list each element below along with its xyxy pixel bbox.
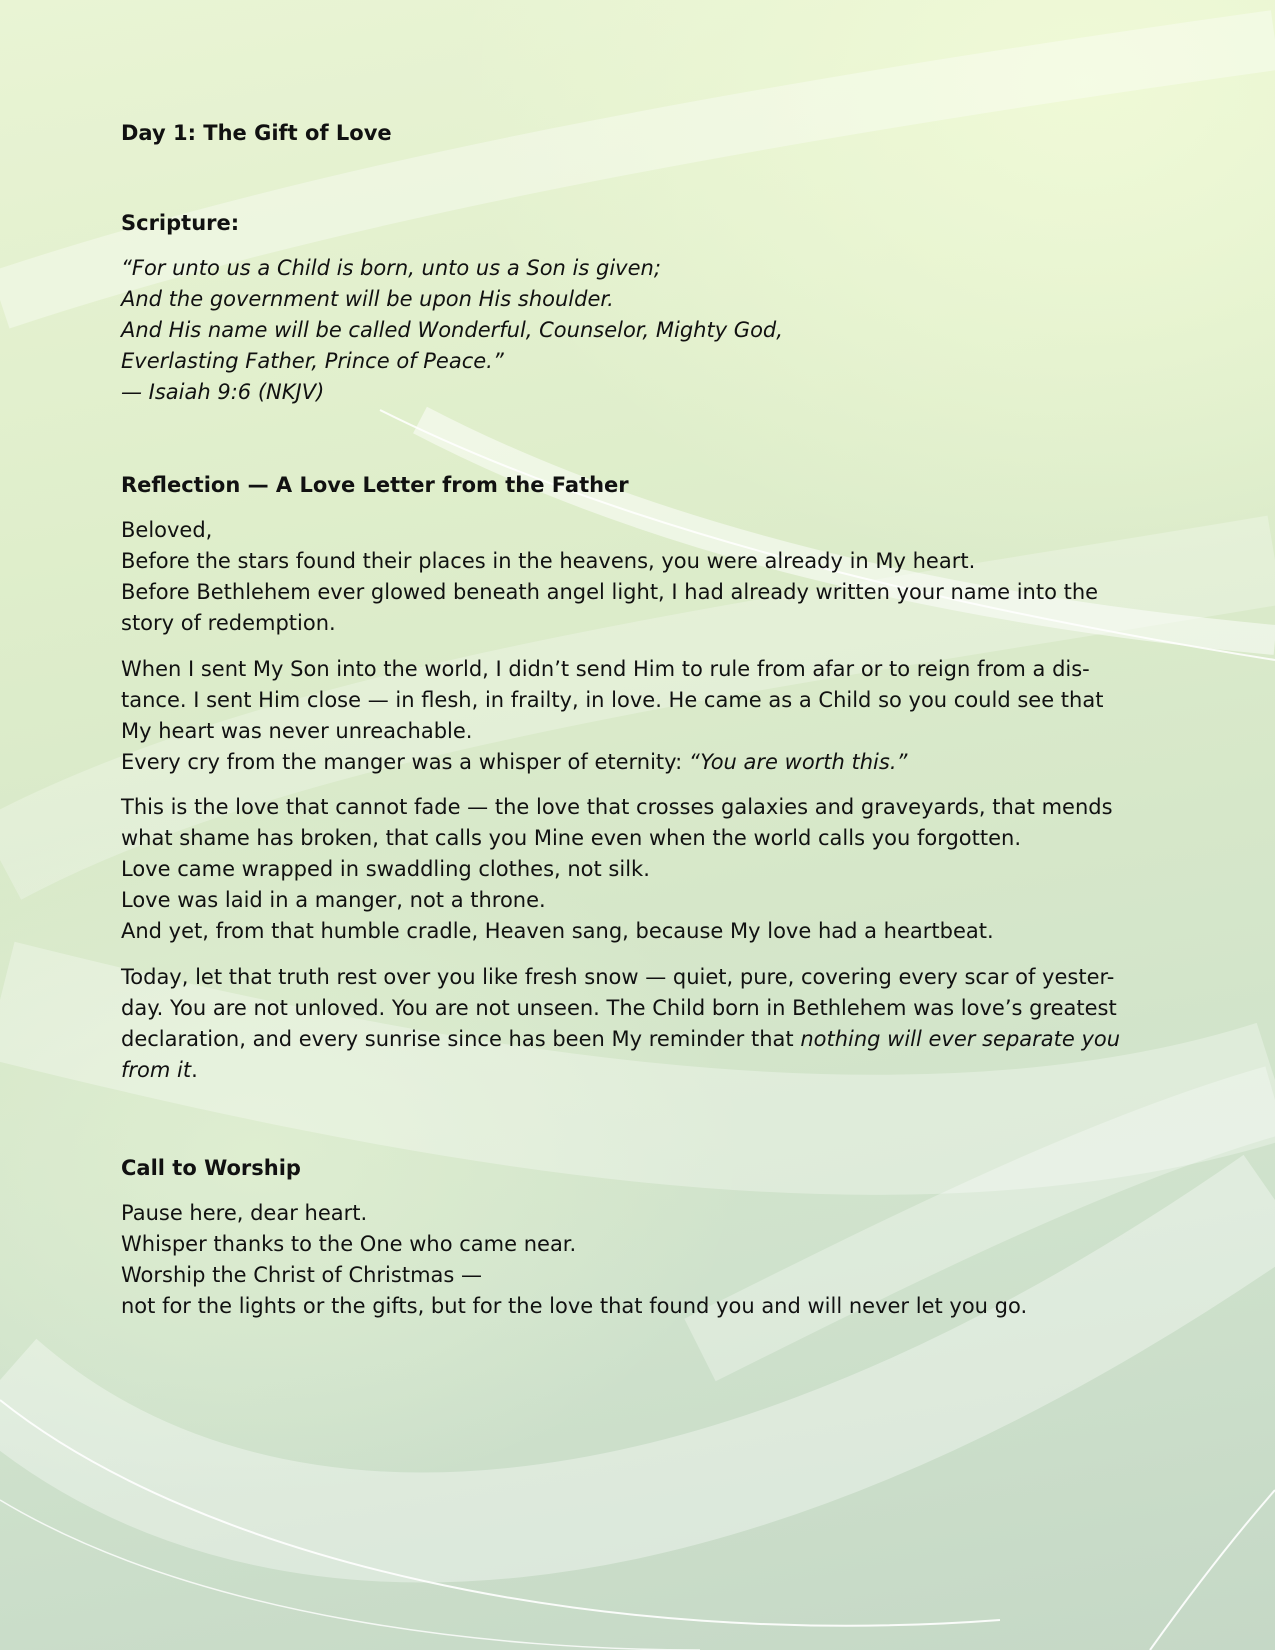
reflection-line: This is the love that cannot fade — the love that crosses galaxies and graveyards, that mends — [121, 795, 1113, 819]
reflection-line: day. You are not unloved. You are not unseen. The Child born in Bethlehem was love’s greatest — [121, 996, 1117, 1020]
plain-text: declaration, and every sunrise since has been My reminder that — [121, 1027, 801, 1051]
worship-line: Worship the Christ of Christmas — — [121, 1263, 483, 1287]
scripture-heading: Scripture: — [121, 211, 240, 235]
worship-heading: Call to Worship — [121, 1156, 301, 1180]
reflection-line: Beloved, — [121, 518, 213, 542]
reflection-line: And yet, from that humble cradle, Heaven sang, because My love had a heartbeat. — [121, 919, 994, 943]
scripture-line: And His name will be called Wonderful, Counselor, Mighty God, — [121, 318, 783, 342]
emphasis-text: from it — [121, 1058, 192, 1082]
scripture-line: “For unto us a Child is born, unto us a Son is given; — [121, 256, 661, 280]
scripture-citation: — Isaiah 9:6 (NKJV) — [121, 380, 325, 404]
reflection-line: tance. I sent Him close — in flesh, in frailty, in love. He came as a Child so you could see that — [121, 688, 1104, 712]
plain-text: Every cry from the manger was a whisper of eternity: — [121, 750, 689, 774]
reflection-line — [121, 747, 907, 779]
page-title: Day 1: The Gift of Love — [121, 121, 392, 145]
reflection-line: what shame has broken, that calls you Mine even when the world calls you forgotten. — [121, 826, 1022, 850]
worship-line: Pause here, dear heart. — [121, 1201, 368, 1225]
reflection-line: When I sent My Son into the world, I didn’t send Him to rule from afar or to reign from a dis- — [121, 657, 1090, 681]
scripture-line: Everlasting Father, Prince of Peace.” — [121, 349, 504, 373]
reflection-line: Love was laid in a manger, not a throne. — [121, 888, 546, 912]
reflection-heading: Reflection — A Love Letter from the Father — [121, 473, 629, 497]
reflection-line: Before Bethlehem ever glowed beneath angel light, I had already written your name into the — [121, 580, 1099, 604]
worship-line: not for the lights or the gifts, but for the love that found you and will never let you go. — [121, 1294, 1028, 1318]
emphasis-text: “You are worth this.” — [688, 750, 908, 774]
reflection-line: Love came wrapped in swaddling clothes, not silk. — [121, 857, 650, 881]
worship-line: Whisper thanks to the One who came near. — [121, 1232, 577, 1256]
scripture-line: And the government will be upon His shoulder. — [121, 287, 614, 311]
reflection-line — [121, 1024, 1120, 1056]
reflection-line: Before the stars found their places in the heavens, you were already in My heart. — [121, 549, 976, 573]
reflection-line: My heart was never unreachable. — [121, 719, 473, 743]
reflection-line — [121, 1055, 198, 1087]
reflection-line: Today, let that truth rest over you like fresh snow — quiet, pure, covering every scar of yester- — [121, 965, 1115, 989]
reflection-line: story of redemption. — [121, 611, 336, 635]
emphasis-text: nothing will ever separate you — [800, 1027, 1121, 1051]
plain-text: . — [191, 1058, 198, 1082]
